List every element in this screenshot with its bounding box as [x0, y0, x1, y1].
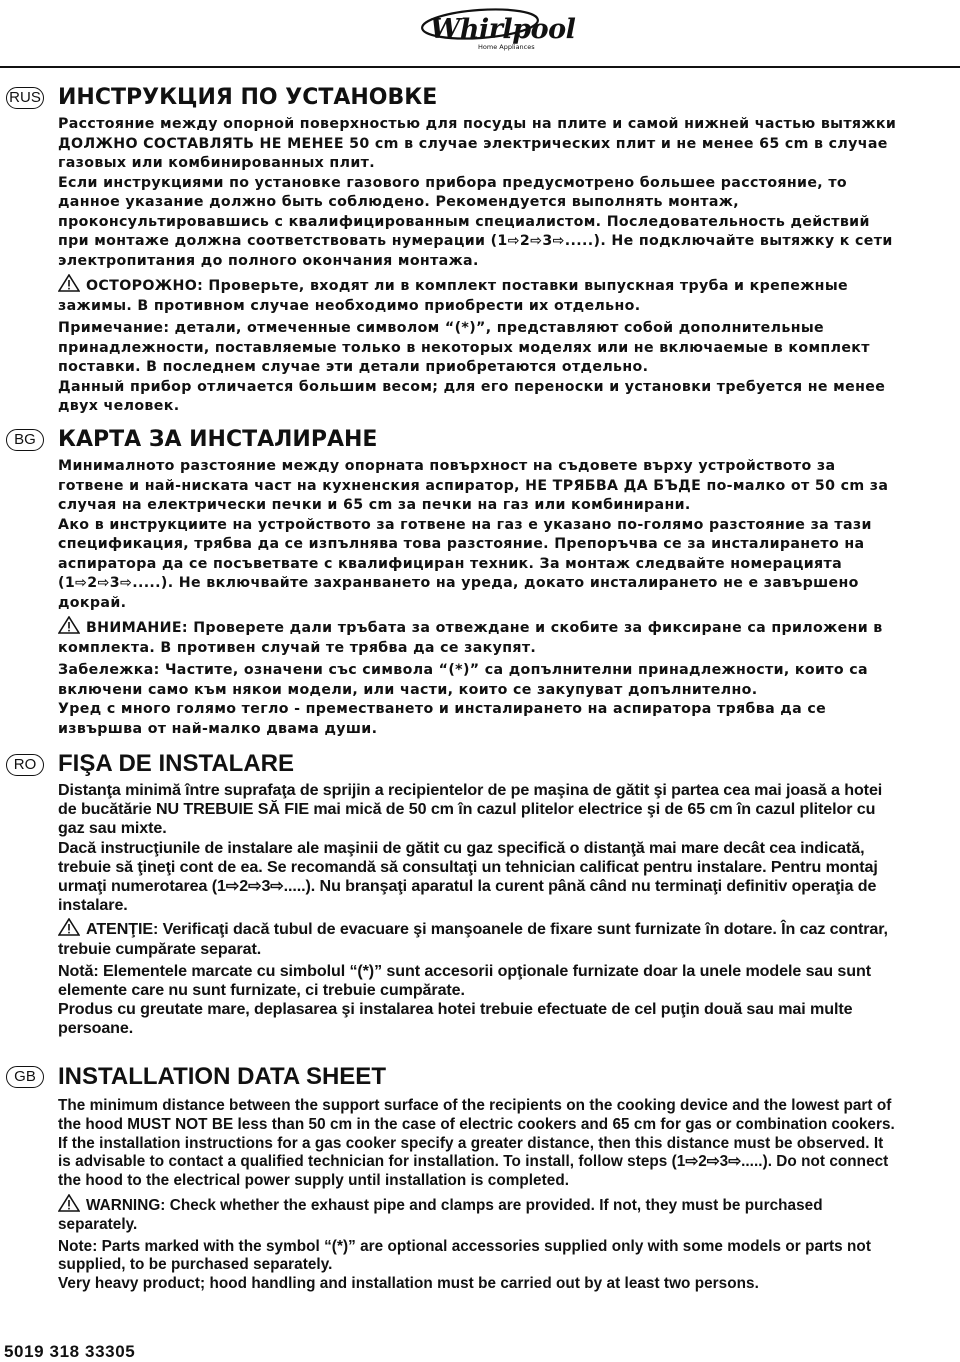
warning-icon [58, 918, 80, 936]
note-paragraph: Забележка: Частите, означени със символа “(*)” са допълнителни принадлежности, които са включени само към някои модели, или части, които се закупуват допълнително. [58, 662, 868, 698]
heavy-paragraph: Данный прибор отличается большим весом; для его переноски и установки требуется не менее двух человек. [58, 378, 886, 414]
language-badge-ro: RO [6, 754, 44, 776]
section-title-gb: INSTALLATION DATA SHEET [58, 1063, 386, 1090]
warning-text: ATENŢIE: Verificaţi dacă tubul de evacuare şi manşoanele de fixare sunt furnizate în dotare. În caz contrar, trebuie cumpărate separat. [58, 920, 888, 958]
paragraph-instructions: If the installation instructions for a gas cooker specify a greater distance, then this distance must be observed. It is advisable to contact a qualified technician for installation. To install, follow steps (1⇨2⇨3⇨.....). Do not connect the hood to the electrical power supply until installation is completed. [58, 1134, 889, 1190]
heavy-paragraph: Produs cu greutate mare, deplasarea şi instalarea hotei trebuie efectuate de cel puţin două sau mai multe persoane. [58, 1000, 853, 1038]
warning-icon [58, 616, 80, 634]
warning-icon [58, 274, 80, 292]
document-code: 5019 318 33305 [4, 1342, 136, 1361]
brand-logo [418, 2, 958, 64]
note-paragraph: Notă: Elementele marcate cu simbolul “(*)” sunt accesorii opţionale furnizate doar la unele modele sau sunt elemente care nu sunt furnizate, ci trebuie cumpărate. [58, 961, 871, 1000]
heavy-paragraph: Very heavy product; hood handling and installation must be carried out by at least two persons. [58, 1275, 759, 1293]
note-paragraph: Note: Parts marked with the symbol “(*)” are optional accessories supplied only with some models or parts not supplied, to be purchased separately. [58, 1237, 871, 1274]
brand-subtitle: Home Appliances [478, 43, 535, 51]
warning-text: ВНИМАНИЕ: Проверете дали тръбата за отвеждане и скобите за фиксиране са приложени в комплекта. В противен случай те трябва да се закупят. [58, 620, 883, 656]
warning-paragraph [58, 616, 900, 658]
heavy-paragraph: Уред с много голямо тегло - преместването и инсталирането на аспиратора трябва да се извършва от най-малко двама души. [58, 701, 827, 737]
paragraph-distance: The minimum distance between the support surface of the recipients on the cooking device and the lowest part of the hood MUST NOT BE less than 50 cm in the case of electric cookers and 65 cm for gas or combination cookers. [58, 1097, 895, 1133]
paragraph-instructions: Ако в инструкциите на устройството за готвене на газ е указано по-голямо разстояние за тази спецификация, трябва да се изпълнява това разстояние. Препоръчва се за инсталирането на аспиратора да се посъветвате с квалифициран техник. За монтаж следвайте номерацията (1⇨2⇨3⇨.....). Не включвайте захранването на уреда, докато инсталирането не е завършено докрай. [58, 516, 872, 611]
section-body-bg [58, 457, 900, 739]
section-body-ro [58, 781, 900, 1039]
section-title-bg: КАРТА ЗА ИНСТАЛИРАНЕ [58, 427, 378, 452]
warning-text: ОСТОРОЖНО: Проверьте, входят ли в комплект поставки выпускная труба и крепежные зажимы. В противном случае необходимо приобрести их отдельно. [58, 278, 848, 314]
warning-paragraph [58, 918, 900, 958]
paragraph-distance: Минималното разстояние между опорната повърхност на съдовете върху устройството за готвене и най-ниската част на кухненския аспиратор, НЕ ТРЯБВА ДА БЪДЕ по-малко от 50 cm за случая на електрически печки и 65 cm за печки на газ или комбинирани. [58, 458, 889, 513]
note-paragraph: Примечание: детали, отмеченные символом “(*)”, представляют собой дополнительные принадлежности, поставляемые только в некоторых моделях или не включаемые в комплект поставки. В последнем случае эти детали приобретаются отдельно. [58, 320, 870, 375]
paragraph-instructions: Если инструкциями по установке газового прибора предусмотрено большее расстояние, то данное указание должно быть соблюдено. Рекомендуется выполнять монтаж, проконсультировавшись с квалифицированным специалистом. Последовательность действий при монтаже должна соответствовать нумерации (1⇨2⇨3⇨.....). Не подключайте вытяжку к сети электропитания до полного окончания монтажа. [58, 174, 893, 269]
language-badge-rus: RUS [6, 87, 44, 109]
language-badge-gb: GB [6, 1066, 44, 1088]
warning-icon [58, 1194, 80, 1212]
section-title-rus: ИНСТРУКЦИЯ ПО УСТАНОВКЕ [58, 85, 438, 110]
section-title-ro: FIŞA DE INSTALARE [58, 750, 295, 777]
warning-text: WARNING: Check whether the exhaust pipe and clamps are provided. If not, they must be purchased separately. [58, 1196, 823, 1233]
paragraph-distance: Расстояние между опорной поверхностью для посуды на плите и самой нижней частью вытяжки ДОЛЖНО СОСТАВЛЯТЬ НЕ МЕНЕЕ 50 cm в случае электрических плит и не менее 65 cm в случае газовых или комбинированных плит. [58, 116, 897, 171]
header-divider [0, 66, 960, 68]
section-body-gb [58, 1097, 900, 1294]
brand-name: Whirlpool [430, 14, 576, 45]
paragraph-distance: Distanţa minimă între suprafaţa de sprijin a recipientelor de pe maşina de gătit şi partea cea mai joasă a hotei de bucătărie NU TREBUIE SĂ FIE mai mică de 50 cm în cazul plitelor electrice şi de 65 cm în cazul plitelor cu gaz sau mixte. [58, 781, 883, 838]
section-body-rus [58, 115, 900, 417]
paragraph-instructions: Dacă instrucţiunile de instalare ale maşinii de gătit cu gaz specifică o distanţă mai mare decât cea indicată, trebuie să ţineţi cont de ea. Se recomandă să consultaţi un tehnician calificat pentru instalare. Pentru montaj urmaţi numerotarea (1⇨2⇨3⇨.....). Nu branşaţi aparatul la curent până când nu terminaţi definitiv operaţia de instalare. [58, 838, 878, 915]
warning-paragraph [58, 1194, 900, 1235]
warning-paragraph [58, 274, 900, 316]
language-badge-bg: BG [6, 429, 44, 451]
